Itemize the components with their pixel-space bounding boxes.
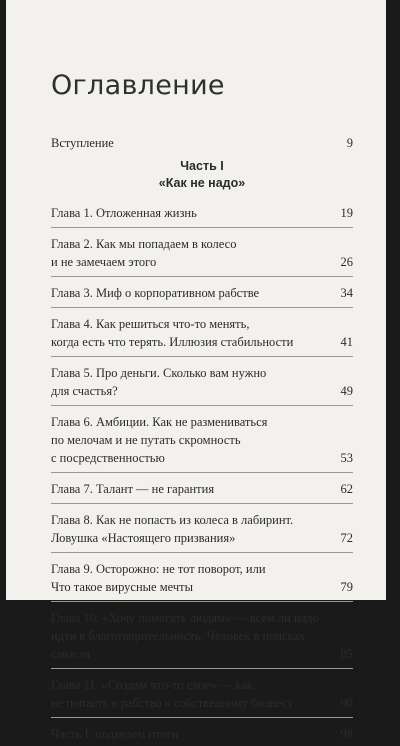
toc-page-number: 53 [340,451,353,465]
toc-page-number: 62 [340,482,353,496]
divider [51,307,353,308]
toc-entry-line: Ловушка «Настоящего призвания» [51,531,236,545]
toc-entry-label [51,560,353,596]
toc-entry-line: не попасть в рабство к собственному бизнесу [51,696,294,710]
toc-entry-line: Глава 8. Как не попасть из колеса в лабиринт. [51,513,294,527]
toc-entry [51,480,353,498]
toc-entry [51,235,353,271]
toc-entry-label: Вступление [51,136,114,150]
toc-page-number: 79 [340,580,353,594]
toc-page-number: 49 [340,384,353,398]
toc-entry [51,284,353,302]
toc-entry-line: Глава 9. Осторожно: не тот поворот, или [51,562,266,576]
toc-entry-line: когда есть что терять. Иллюзия стабильности [51,335,294,349]
toc-page-number: 19 [340,206,353,220]
toc-entry [51,413,353,467]
toc-entry-line: по мелочам и не путать скромность [51,433,241,447]
divider [51,276,353,277]
toc-entry-line: Глава 10. «Хочу помогать людям» — всем ли надо [51,611,319,625]
divider [51,227,353,228]
divider [51,356,353,357]
toc-entry-line: Глава 5. Про деньги. Сколько вам нужно [51,366,267,380]
toc-entry-line: смысла [51,647,91,661]
part-heading [51,158,353,192]
toc-entry-line: Глава 2. Как мы попадаем в колесо [51,237,237,251]
toc-page-number: 72 [340,531,353,545]
toc-entry [51,725,353,743]
table-of-contents [51,134,353,746]
toc-entry-label [51,511,353,547]
toc-entry-line: идти в благотворительность. Человек в поисках [51,629,306,643]
toc-entry-line: Глава 7. Талант — не гарантия [51,482,215,496]
page-title: Оглавление [51,70,225,102]
toc-page-number: 41 [340,335,353,349]
toc-page-number: 85 [340,647,353,661]
toc-entry [51,364,353,400]
toc-entry [51,560,353,596]
toc-entry [51,511,353,547]
toc-page-number: 90 [340,696,353,710]
toc-entry-label [51,480,353,498]
toc-entry-label [51,676,353,712]
toc-entry [51,315,353,351]
toc-entry-label [51,364,353,400]
toc-entry [51,676,353,712]
toc-entry-line: Глава 1. Отложенная жизнь [51,206,197,220]
book-page [6,0,386,741]
toc-entry-line: и не замечаем этого [51,255,157,269]
divider [51,601,353,602]
toc-entry-line: для счастья? [51,384,118,398]
toc-page-number: 34 [340,286,353,300]
toc-entry-intro [51,134,353,152]
divider [51,472,353,473]
toc-entry-label [51,235,353,271]
toc-entry-label [51,284,353,302]
toc-entry-label [51,609,353,663]
divider [51,503,353,504]
toc-entry-line: Часть I: подведем итоги [51,727,179,741]
chapter-list [51,204,353,743]
toc-page-number: 9 [346,136,353,150]
toc-entry-label [51,725,353,743]
toc-entry [51,609,353,663]
toc-page-number: 98 [340,727,353,741]
divider [51,405,353,406]
toc-entry-line: Что такое вирусные мечты [51,580,194,594]
part-title: «Как не надо» [158,176,246,190]
toc-entry-label [51,413,353,467]
toc-entry [51,204,353,222]
toc-entry-line: Глава 4. Как решиться что-то менять, [51,317,250,331]
part-number: Часть I [180,159,224,173]
divider [51,717,353,718]
toc-entry-label [51,204,353,222]
toc-entry-line: Глава 6. Амбиции. Как не размениваться [51,415,268,429]
toc-page-number: 26 [340,255,353,269]
divider [51,668,353,669]
toc-entry-line: Глава 11. «Создам что-то свое» — как [51,678,253,692]
divider [51,552,353,553]
toc-entry-line: с посредственностью [51,451,165,465]
toc-entry-line: Глава 3. Миф о корпоративном рабстве [51,286,260,300]
toc-entry-label [51,315,353,351]
